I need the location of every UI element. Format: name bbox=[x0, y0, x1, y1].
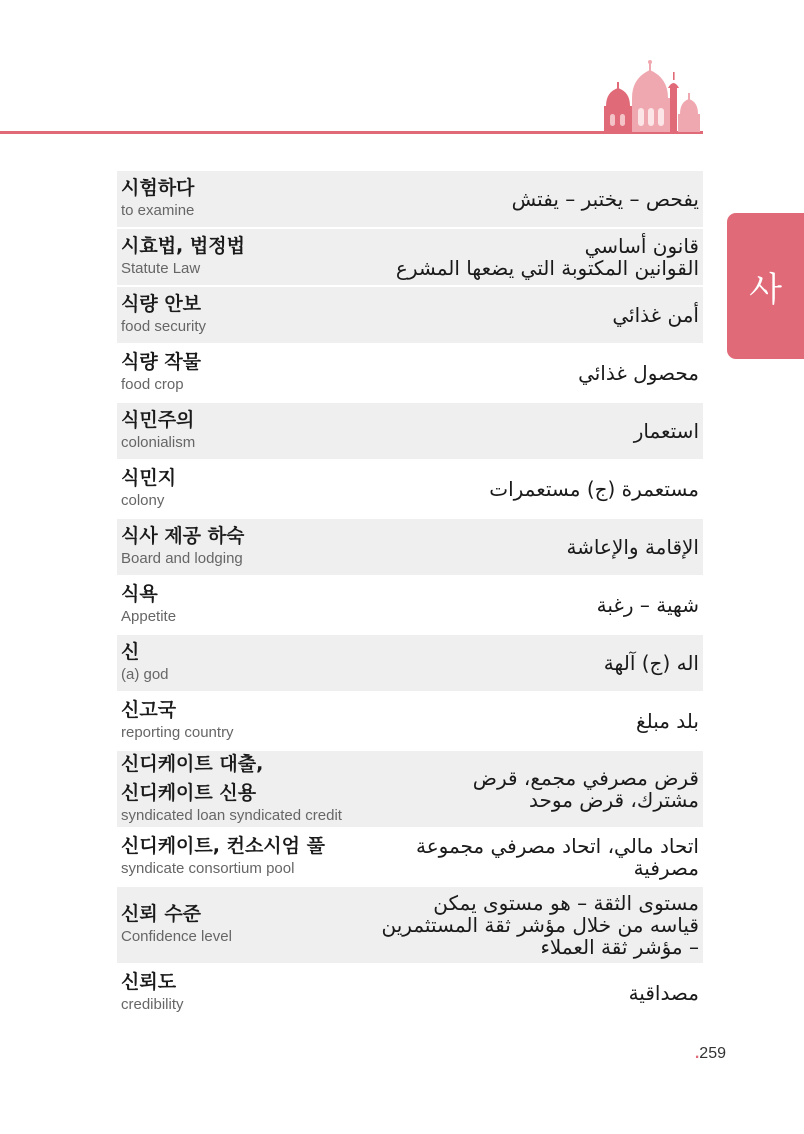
glossary-entry bbox=[117, 287, 703, 343]
korean-term: 시효법, 법정법 bbox=[121, 235, 245, 257]
glossary-entry bbox=[117, 519, 703, 575]
english-term: colony bbox=[121, 492, 165, 509]
glossary-entry bbox=[117, 635, 703, 691]
korean-term: 식욕 bbox=[121, 583, 158, 605]
english-term: (a) god bbox=[121, 666, 169, 683]
english-term: Appetite bbox=[121, 608, 177, 625]
arabic-term: قرض مصرفي مجمع، قرض مشترك، قرض موحد bbox=[472, 766, 699, 812]
arabic-term: شهية – رغبة bbox=[596, 593, 699, 617]
arabic-term: محصول غذائي bbox=[578, 361, 699, 385]
arabic-term: بلد مبلغ bbox=[635, 709, 699, 733]
english-term: Confidence level bbox=[121, 928, 232, 945]
korean-term: 식사 제공 하숙 bbox=[121, 525, 245, 547]
arabic-term: اله (ج) آلهة bbox=[603, 651, 699, 675]
english-term: Board and lodging bbox=[121, 550, 243, 567]
english-term: to examine bbox=[121, 202, 195, 219]
korean-term-line2: 신디케이트 신용 bbox=[121, 781, 257, 804]
korean-term: 식량 안보 bbox=[121, 293, 202, 315]
section-tab[interactable] bbox=[727, 213, 804, 359]
english-term: credibility bbox=[121, 996, 184, 1013]
korean-term: 신뢰도 bbox=[121, 971, 177, 993]
korean-term: 신 bbox=[121, 641, 140, 663]
section-tab-label: 사 bbox=[749, 269, 782, 310]
korean-term: 식민지 bbox=[121, 467, 177, 489]
english-term: food crop bbox=[121, 376, 184, 393]
arabic-term: قانون أساسي القوانين المكتوبة التي يضعها المشرع bbox=[395, 234, 699, 280]
korean-term: 신뢰 수준 bbox=[121, 903, 202, 925]
korean-term: 신디케이트 대출, bbox=[121, 752, 264, 775]
glossary-list bbox=[117, 171, 703, 1021]
arabic-term: استعمار bbox=[633, 419, 699, 443]
korean-term: 시험하다 bbox=[121, 177, 195, 199]
arabic-term: مصداقية bbox=[628, 981, 699, 1005]
english-term: colonialism bbox=[121, 434, 196, 451]
glossary-entry bbox=[117, 171, 703, 227]
glossary-entry bbox=[117, 829, 703, 885]
page-number: .259 bbox=[694, 1045, 726, 1062]
arabic-term: الإقامة والإعاشة bbox=[566, 535, 699, 559]
glossary-entry bbox=[117, 229, 703, 285]
glossary-entry bbox=[117, 693, 703, 749]
glossary-entry bbox=[117, 577, 703, 633]
arabic-term: مستوى الثقة – هو مستوى يمكن قياسه من خلال مؤشر ثقة المستثمرين – مؤشر ثقة العملاء bbox=[381, 891, 699, 959]
mosque-icon bbox=[598, 58, 703, 134]
korean-term: 식량 작물 bbox=[121, 351, 202, 373]
glossary-entry bbox=[117, 345, 703, 401]
english-term: syndicate consortium pool bbox=[121, 860, 295, 877]
glossary-entry bbox=[117, 965, 703, 1021]
english-term: Statute Law bbox=[121, 260, 201, 277]
korean-term: 식민주의 bbox=[121, 409, 195, 431]
english-term: food security bbox=[121, 318, 207, 335]
glossary-entry bbox=[117, 751, 703, 827]
korean-term: 신고국 bbox=[121, 699, 177, 721]
english-term: reporting country bbox=[121, 724, 234, 741]
arabic-term: اتحاد مالي، اتحاد مصرفي مجموعة مصرفية bbox=[415, 834, 699, 880]
glossary-entry bbox=[117, 887, 703, 963]
glossary-entry bbox=[117, 461, 703, 517]
arabic-term: مستعمرة (ج) مستعمرات bbox=[489, 477, 699, 501]
english-term: syndicated loan syndicated credit bbox=[121, 806, 342, 824]
arabic-term: أمن غذائي bbox=[612, 303, 699, 327]
glossary-entry bbox=[117, 403, 703, 459]
arabic-term: يفحص – يختبر – يفتش bbox=[511, 187, 699, 211]
korean-term: 신디케이트, 컨소시엄 풀 bbox=[121, 835, 325, 857]
